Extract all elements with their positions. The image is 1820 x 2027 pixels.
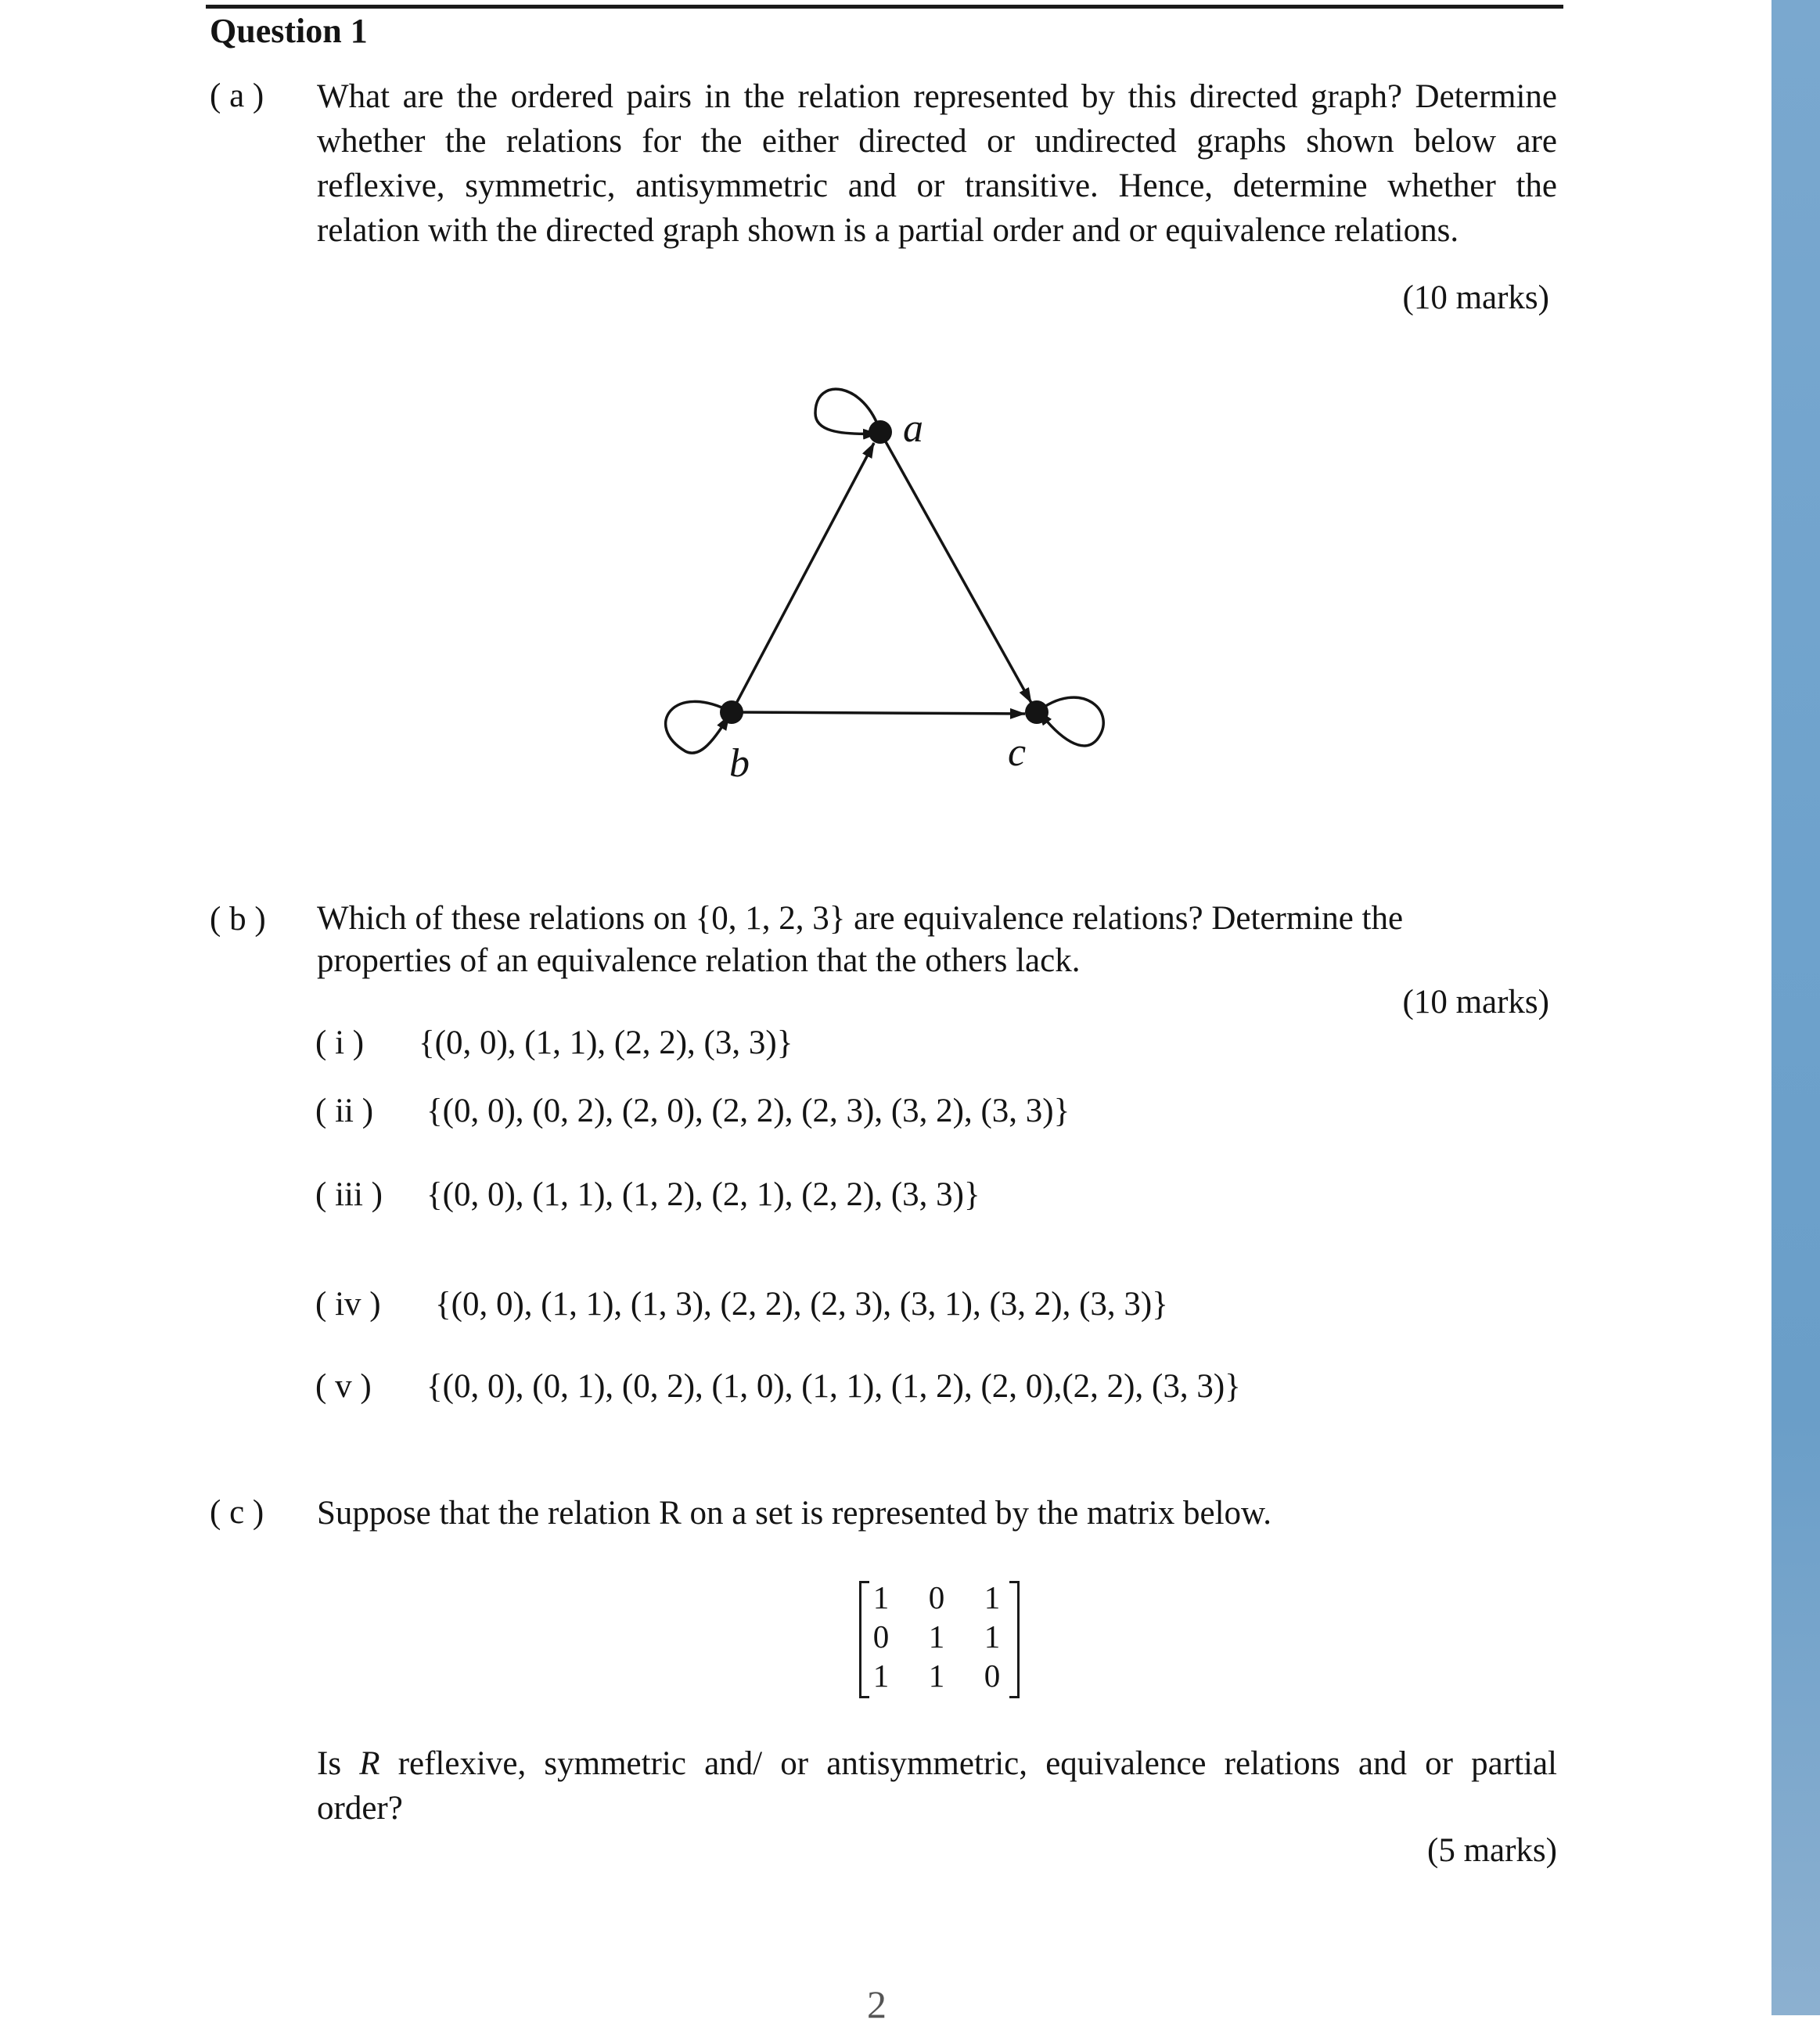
- item-set: {(0, 0), (0, 2), (2, 0), (2, 2), (2, 3), (3, 2), (3, 3)}: [426, 1093, 1070, 1129]
- edge-b-a: [732, 443, 874, 712]
- directed-graph: [610, 344, 1127, 798]
- text-run: reflexive, symmetric and/ or antisymmetric, equivalence relations and or partial: [379, 1745, 1557, 1782]
- node-a: [869, 420, 892, 444]
- matrix-cell: 0: [928, 1579, 945, 1615]
- node-label-b: b: [729, 741, 750, 786]
- node-c: [1025, 700, 1048, 724]
- item-label: ( i ): [315, 1024, 365, 1061]
- part-a-text: [317, 74, 1557, 253]
- matrix-cell: 1: [872, 1579, 890, 1615]
- part-b-line: Which of these relations on {0, 1, 2, 3} are equivalence relations? Determine the: [317, 900, 1404, 937]
- part-a-line: relation with the directed graph shown is a partial order and or equivalence relations.: [317, 212, 1459, 249]
- part-b-line: properties of an equivalence relation that the others lack.: [317, 942, 1081, 979]
- matrix-cell: 0: [984, 1658, 1001, 1694]
- part-c-intro-line: Suppose that the relation R on a set is represented by the matrix below.: [317, 1495, 1272, 1532]
- part-b-marks: (10 marks): [1402, 984, 1549, 1021]
- node-label-c: c: [1008, 730, 1027, 775]
- part-c-label: ( c ): [210, 1494, 264, 1531]
- edge-b-c: [732, 712, 1025, 714]
- item-label: ( v ): [315, 1368, 372, 1405]
- part-b-text: [317, 898, 1569, 982]
- matrix-cell: 1: [928, 1618, 945, 1654]
- matrix-cell: 1: [872, 1658, 890, 1694]
- part-c-intro: [317, 1491, 1569, 1536]
- side-panel-edge: [1771, 0, 1820, 2015]
- part-c-question-line: [317, 1741, 1557, 1786]
- part-b-label: ( b ): [210, 901, 266, 938]
- item-label: ( iv ): [315, 1286, 381, 1323]
- item-label: ( iii ): [315, 1176, 383, 1213]
- node-label-a: a: [903, 406, 923, 451]
- part-c-question: [317, 1741, 1557, 1831]
- item-set: {(0, 0), (1, 1), (1, 3), (2, 2), (2, 3), (3, 1), (3, 2), (3, 3)}: [435, 1286, 1168, 1323]
- part-a-marks: (10 marks): [1402, 279, 1549, 316]
- item-set: {(0, 0), (1, 1), (1, 2), (2, 1), (2, 2), (3, 3)}: [426, 1176, 980, 1213]
- variable-r: R: [359, 1745, 380, 1782]
- matrix-cell: 1: [984, 1579, 1001, 1615]
- relation-matrix: [859, 1578, 1020, 1697]
- matrix-right-bracket: [1009, 1581, 1020, 1698]
- question-title: Question 1: [210, 12, 368, 50]
- node-b: [720, 700, 743, 724]
- matrix-cell: 1: [928, 1658, 945, 1694]
- part-a-line: What are the ordered pairs in the relation represented by this directed graph? Determine: [317, 78, 1557, 115]
- item-set: {(0, 0), (0, 1), (0, 2), (1, 0), (1, 1), (1, 2), (2, 0),(2, 2), (3, 3)}: [426, 1368, 1241, 1405]
- part-a-label: ( a ): [210, 77, 264, 114]
- item-set: {(0, 0), (1, 1), (2, 2), (3, 3)}: [419, 1024, 793, 1061]
- loop-c: [1037, 697, 1103, 746]
- part-c-marks: (5 marks): [1427, 1832, 1557, 1869]
- part-a-line: whether the relations for the either directed or undirected graphs shown below are: [317, 123, 1557, 160]
- part-c-question-line: order?: [317, 1790, 403, 1827]
- matrix-cell: 1: [984, 1618, 1001, 1654]
- edge-a-c: [880, 432, 1031, 703]
- part-a-line: reflexive, symmetric, antisymmetric and or transitive. Hence, determine whether the: [317, 167, 1557, 204]
- top-rule: [206, 5, 1563, 9]
- matrix-cell: 0: [872, 1618, 890, 1654]
- text-run: Is: [317, 1745, 360, 1782]
- page-number: 2: [867, 1982, 887, 2026]
- item-label: ( ii ): [315, 1093, 374, 1129]
